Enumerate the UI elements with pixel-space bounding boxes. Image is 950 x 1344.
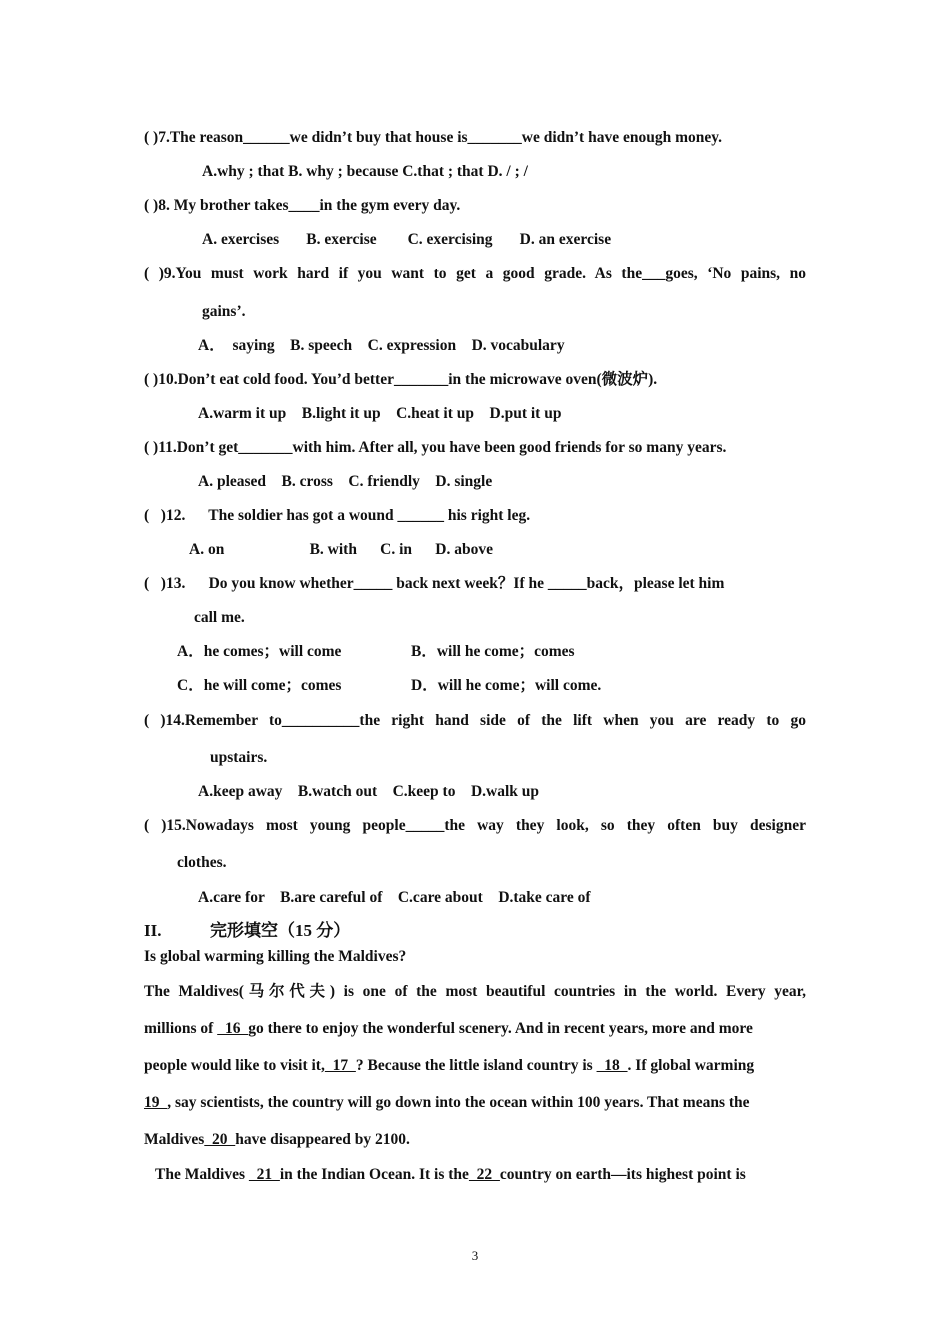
question-13-option-a: A．he comes；will come xyxy=(177,643,342,660)
passage-text: go there to enjoy the wonderful scenery. And in recent years, more and more xyxy=(248,1020,753,1037)
question-13-option-b: B．will he come；comes xyxy=(411,643,575,660)
question-14-options: A.keep away B.watch out C.keep to D.walk up xyxy=(198,783,540,800)
question-13-option-c: C．he will come；comes xyxy=(177,677,342,694)
question-9-options: A． saying B. speech C. expression D. vocabulary xyxy=(198,337,565,354)
question-14-stem: ( )14.Remember to__________the right hand side of the lift when you are ready to go xyxy=(144,712,806,729)
question-13-stem: ( )13. Do you know whether_____ back next week？If he _____back，please let him xyxy=(144,575,725,592)
passage-text: . If global warming xyxy=(627,1057,755,1074)
passage-text: millions of xyxy=(144,1020,218,1037)
passage-line-4 xyxy=(144,1093,806,1113)
question-7-options: A.why ; that B. why ; because C.that ; that D. / ; / xyxy=(202,163,528,180)
passage-title: Is global warming killing the Maldives? xyxy=(144,948,407,965)
passage-text: have disappeared by 2100. xyxy=(235,1131,410,1148)
question-15-options: A.care for B.are careful of C.care about D.take care of xyxy=(198,889,591,906)
question-8-options: A. exercises B. exercise C. exercising D. an exercise xyxy=(202,231,612,248)
question-15-stem: ( )15.Nowadays most young people_____the way they look, so they often buy designer xyxy=(144,817,806,834)
blank-21: 21 xyxy=(248,1166,280,1183)
passage-text: , say scientists, the country will go down into the ocean within 100 years. That means the xyxy=(167,1094,750,1111)
passage-line-2 xyxy=(144,1019,806,1039)
passage-line-3 xyxy=(144,1056,806,1076)
blank-19: 19 xyxy=(144,1094,168,1111)
page-number: 3 xyxy=(471,1248,479,1263)
section-title: 完形填空（15 分） xyxy=(209,921,351,940)
question-13-stem-continued: call me. xyxy=(194,609,245,626)
section-number: II. xyxy=(144,921,162,940)
passage-line-6 xyxy=(155,1165,806,1185)
blank-20: 20 xyxy=(204,1131,236,1148)
passage-text: Maldives xyxy=(144,1131,205,1148)
question-10-stem: ( )10.Don’t eat cold food. You’d better_______in the microwave oven(微波炉). xyxy=(144,371,658,388)
passage-text: The Maldives xyxy=(155,1166,249,1183)
question-12-stem: ( )12. The soldier has got a wound ______ his right leg. xyxy=(144,507,531,524)
passage-text: ? Because the little island country is xyxy=(355,1057,597,1074)
question-14-stem-continued: upstairs. xyxy=(210,749,268,766)
question-11-stem: ( )11.Don’t get_______with him. After all, you have been good friends for so many years. xyxy=(144,439,727,456)
passage-text: people would like to visit it, xyxy=(144,1057,325,1074)
passage-text: country on earth—its highest point is xyxy=(499,1166,746,1183)
question-8-stem: ( )8. My brother takes____in the gym every day. xyxy=(144,197,461,214)
passage-text: in the Indian Ocean. It is the xyxy=(279,1166,469,1183)
question-12-options: A. on B. with C. in D. above xyxy=(189,541,493,558)
blank-16: 16 xyxy=(217,1020,249,1037)
blank-18: 18 xyxy=(596,1057,628,1074)
passage-line-5 xyxy=(144,1130,806,1150)
question-15-stem-continued: clothes. xyxy=(177,854,227,871)
question-11-options: A. pleased B. cross C. friendly D. single xyxy=(198,473,493,490)
question-10-options: A.warm it up B.light it up C.heat it up D.put it up xyxy=(198,405,562,422)
passage-line-1: The Maldives(马尔代夫) is one of the most beautiful countries in the world. Every year, xyxy=(144,983,806,1000)
blank-22: 22 xyxy=(468,1166,500,1183)
section-heading xyxy=(144,921,350,941)
question-13-option-d: D．will he come；will come. xyxy=(411,677,602,694)
blank-17: 17 xyxy=(324,1057,356,1074)
question-9-stem-continued: gains’. xyxy=(202,303,246,320)
question-7-stem: ( )7.The reason______we didn’t buy that house is_______we didn’t have enough money. xyxy=(144,129,723,146)
question-9-stem: ( )9.You must work hard if you want to get a good grade. As the___goes, ‘No pains, no xyxy=(144,265,806,282)
